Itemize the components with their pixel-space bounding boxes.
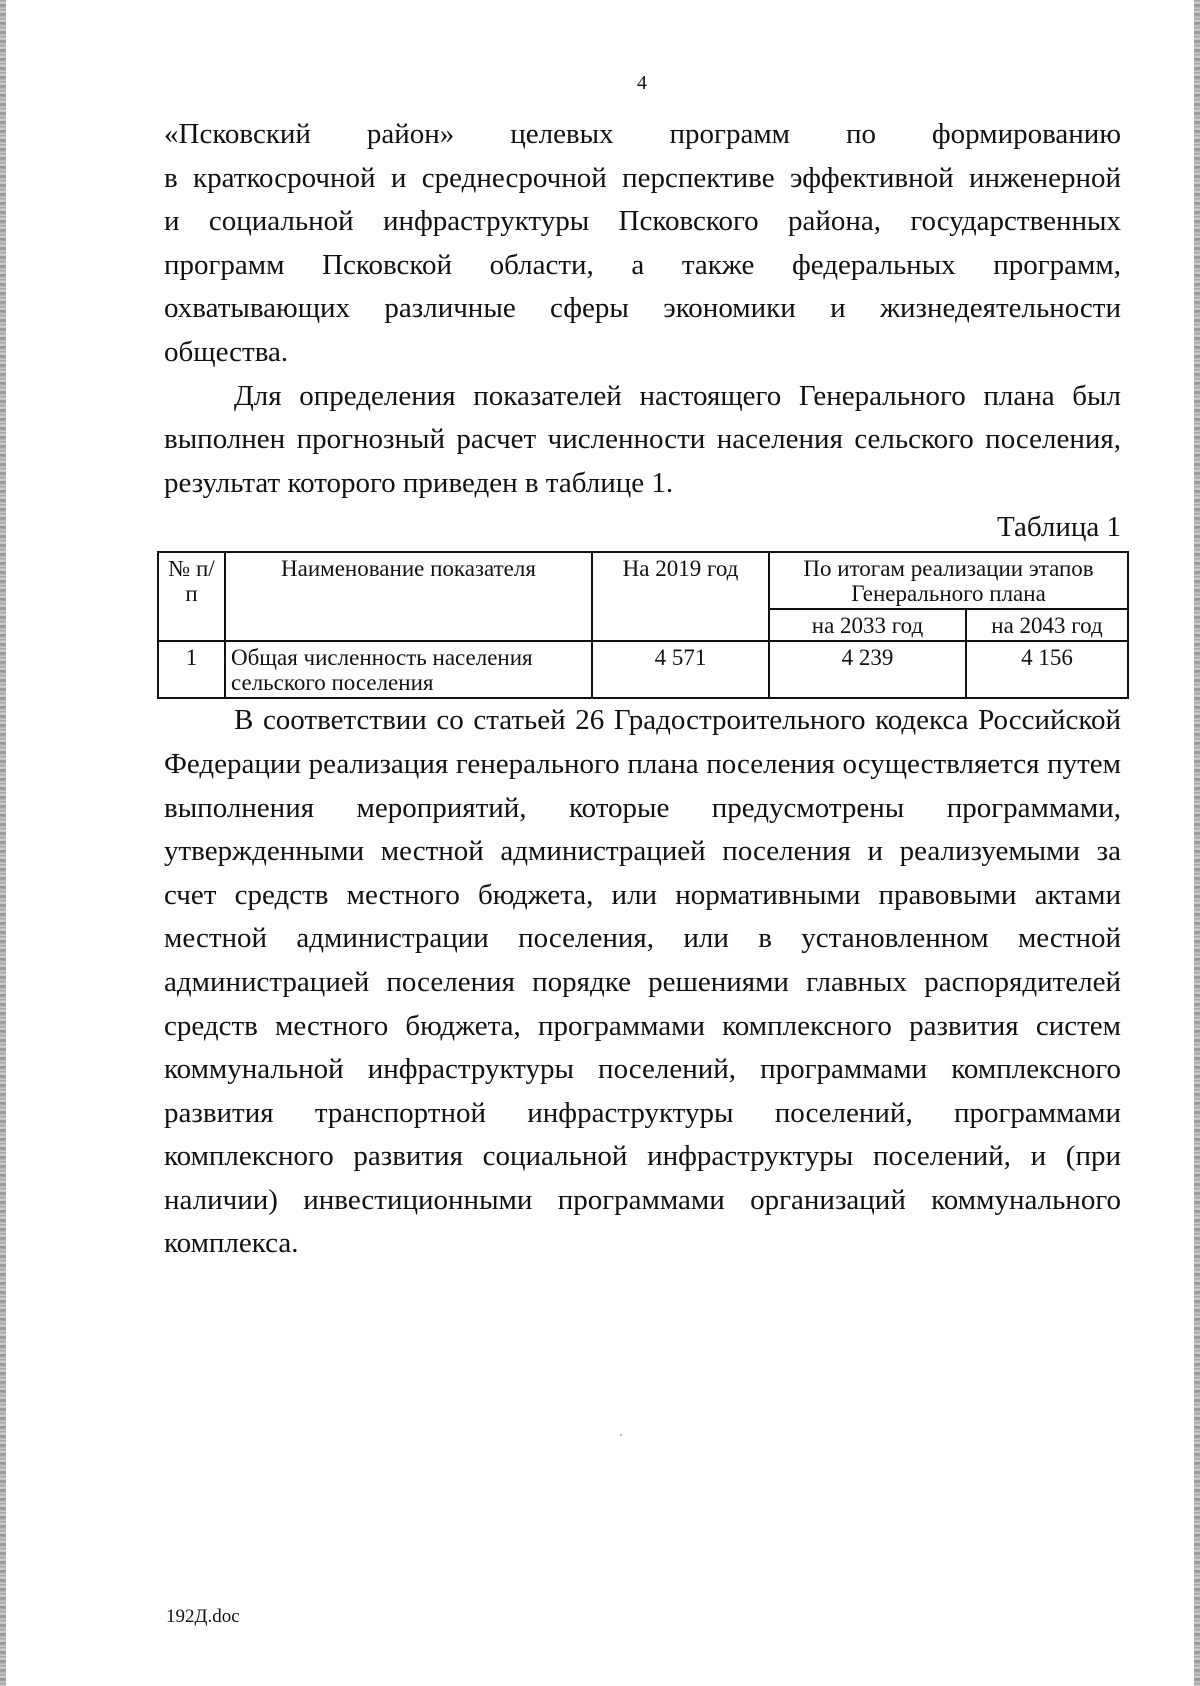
footer-filename: 192Д.doc <box>166 1606 240 1627</box>
paragraph-line: в краткосрочной и среднесрочной перспективе эффективной инженерной <box>164 161 1121 194</box>
header-2033: на 2033 год <box>769 609 966 641</box>
cell-num: 1 <box>158 641 225 698</box>
header-name: Наименование показателя <box>225 552 592 641</box>
scan-edge-right <box>1194 0 1200 1686</box>
paragraph-line: охватывающих различные сферы экономики и жизнедеятельности <box>164 292 1121 325</box>
paragraph-line: общества. <box>164 335 289 368</box>
header-stages: По итогам реализации этапов Генерального плана <box>769 552 1128 609</box>
cell-2043: 4 156 <box>966 641 1128 698</box>
paragraph-line: и социальной инфраструктуры Псковского района, государственных <box>164 205 1121 238</box>
document-body <box>164 113 1121 1266</box>
paragraph-forecast: Для определения показателей настоящего Генерального плана был выполнен прогнозный расчет численности населения сельского поселения, результат которого приведен в таблице 1. <box>164 379 1121 499</box>
scan-edge-left <box>0 0 6 1686</box>
population-table <box>157 551 1129 699</box>
page-number: 4 <box>637 72 647 94</box>
header-2043: на 2043 год <box>966 609 1128 641</box>
table-caption: Таблица 1 <box>996 511 1121 544</box>
cell-name: Общая численность населения сельского поселения <box>225 641 592 698</box>
table-header-row <box>158 552 1128 609</box>
cell-2033: 4 239 <box>769 641 966 698</box>
paragraph-line: «Псковский район» целевых программ по формированию <box>164 118 1121 150</box>
paragraph-programs <box>164 113 1121 375</box>
table-row <box>158 641 1128 698</box>
header-num: № п/п <box>158 552 225 641</box>
header-2019: На 2019 год <box>592 552 769 641</box>
paragraph-implementation: В соответствии со статьей 26 Градостроительного кодекса Российской Федерации реализация генерального плана поселения осуществляется путем выполнения мероприятий, которые предусмотрены программами, утвержденными местной администрацией поселения и реализуемыми за счет средств местного бюджета, или нормативными правовыми актами местной администрации поселения, или в установленном местной администрацией поселения порядке решениями главных распорядителей средств местного бюджета, программами комплексного развития систем коммунальной инфраструктуры поселений, программами комплексного развития транспортной инфраструктуры поселений, программами комплексного развития социальной инфраструктуры поселений, и (при наличии) инвестиционными программами организаций коммунального комплекса. <box>164 704 1121 1260</box>
cell-2019: 4 571 <box>592 641 769 698</box>
paragraph-line: программ Псковской области, а также федеральных программ, <box>164 248 1121 281</box>
scan-speck <box>620 1434 622 1436</box>
